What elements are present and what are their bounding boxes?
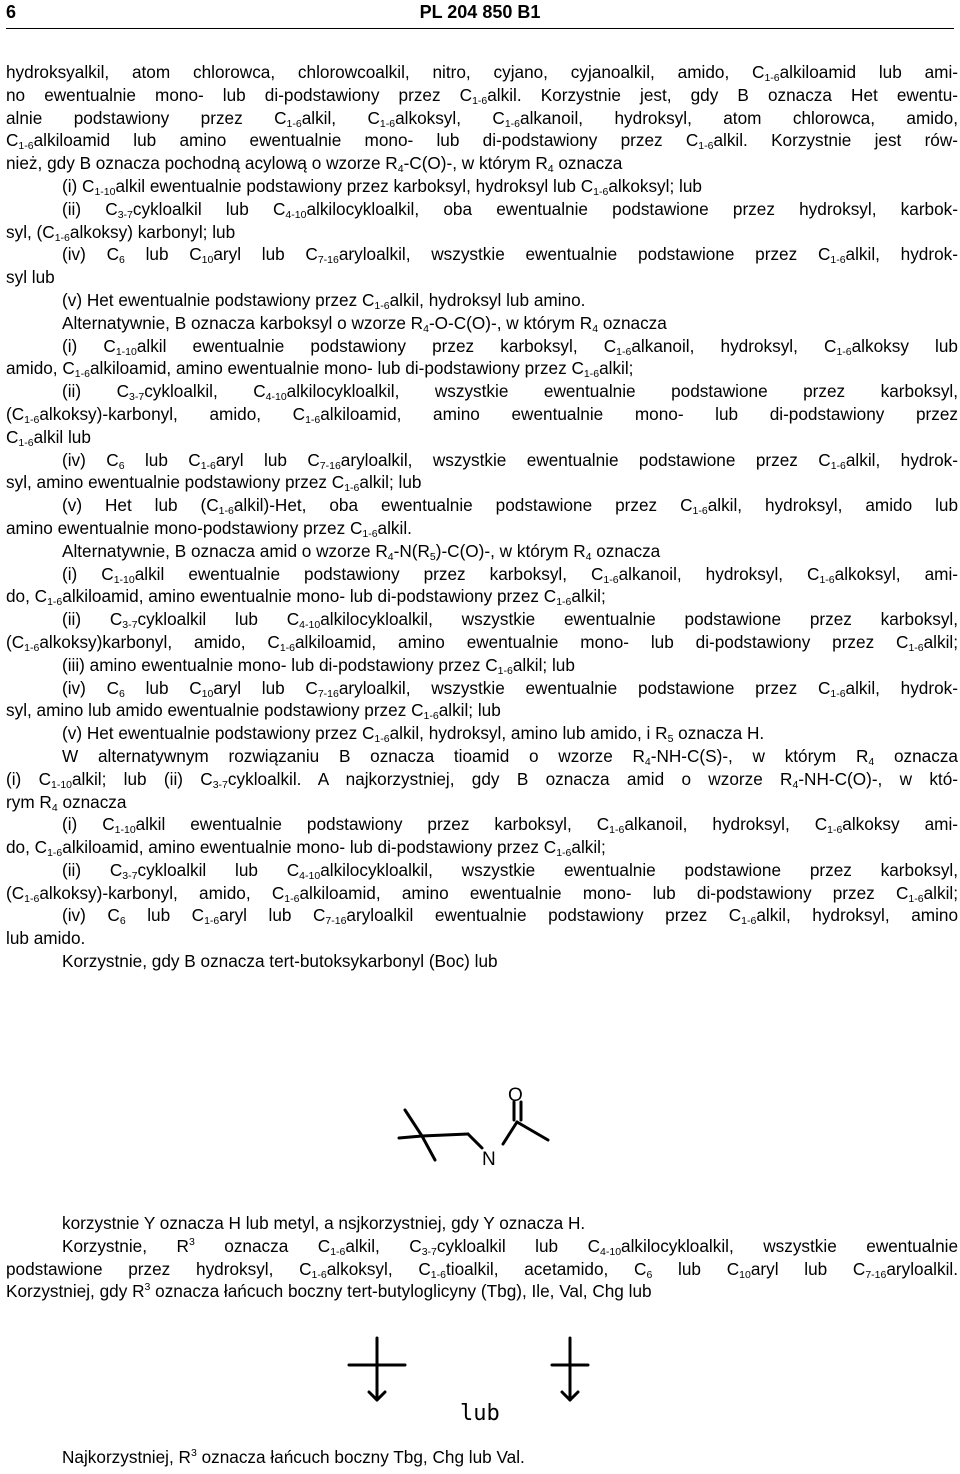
- text-line: (iv) $C_6$ lub $C_{1-6}aryl$ lub $C_{7-16}aryloalkil$, wszystkie ewentualnie podstawione przez $C_{1-6}alkil$, hydrok-: [62, 449, 958, 472]
- text-line: syl, amino ewentualnie podstawiony przez $C_{1-6}alkil$; lub: [6, 472, 422, 495]
- text-line: Najkorzystniej, $R^3$ oznacza łańcuch boczny Tbg, Chg lub Val.: [62, 1447, 525, 1467]
- text-line: (v) Het ewentualnie podstawiony przez $C_{1-6}alkil$, hydroksyl, amino lub amido, i $R_5$ oznacza H.: [62, 723, 765, 746]
- text-line: do, $C_{1-6}alkiloamid$, amino ewentualnie mono- lub di-podstawiony przez $C_{1-6}alkil$;: [6, 837, 606, 860]
- text-line: lub amido.: [6, 928, 86, 949]
- text-line: $(C_{1-6}alkoksy)$-karbonyl, amido, $C_{1-6}alkiloamid$, amino ewentualnie mono- lub di-podstawiony przez $C_{1-6}alkil$;: [6, 882, 958, 905]
- text-line: korzystnie Y oznacza H lub metyl, a nsjkorzystniej, gdy Y oznacza H.: [62, 1213, 586, 1233]
- body-text: [6, 61, 958, 973]
- text-line: W alternatywnym rozwiązaniu B oznacza tioamid o wzorze $R_4-NH-C(S)-$, w którym $R_4$ oznacza: [62, 745, 958, 768]
- text-line: syl, amino lub amido ewentualnie podstawiony przez $C_{1-6}alkil$; lub: [6, 700, 501, 723]
- text-line: podstawione przez hydroksyl, $C_{1-6}alkoksyl$, $C_{1-6}tioalkil$, acetamido, $C_6$ lub $C_{10}aryl$ lub $C_{7-16}aryloalkil$.: [6, 1258, 958, 1281]
- text-line: hydroksyalkil, atom chlorowca, chlorowcoalkil, nitro, cyjano, cyjanoalkil, amido, $C_{1-6}alkiloamid$ lub ami-: [6, 62, 959, 84]
- text-line: do, $C_{1-6}alkiloamid$, amino ewentualnie mono- lub di-podstawiony przez $C_{1-6}alkil$;: [6, 586, 606, 609]
- text-line: (v) Het ewentualnie podstawiony przez $C_{1-6}alkil$, hydroksyl lub amino.: [62, 289, 586, 312]
- text-line: $C_{1-6}alkiloamid$ lub amino ewentualnie mono- lub di-podstawiony przez $C_{1-6}alkil$. Korzystnie jest rów-: [6, 130, 958, 153]
- side-chain-connector: lub: [460, 1401, 500, 1426]
- text-line: (i) $C_{1-10}alkil$; lub (ii) $C_{3-7}cykloalkil$. A najkorzystniej, gdy B oznacza amid o wzorze $R_4-NH-C(O)-$, w któ-: [6, 768, 958, 791]
- text-line: (ii) $C_{3-7}cykloalkil$ lub $C_{4-10}alkilocykloalkil$, oba ewentualnie podstawione przez hydroksyl, karbok-: [62, 198, 958, 221]
- text-line: (i) $C_{1-10}alkil$ ewentualnie podstawiony przez karboksyl, hydroksyl lub $C_{1-6}alkoksyl$; lub: [62, 175, 702, 198]
- final-line: [6, 1446, 958, 1469]
- boc-structure-diagram: [390, 1086, 600, 1172]
- text-line: Korzystnie, gdy B oznacza tert-butoksykarbonyl (Boc) lub: [62, 951, 498, 972]
- text-line: amido, $C_{1-6}alkiloamid$, amino ewentualnie mono- lub di-podstawiony przez $C_{1-6}alkil$;: [6, 358, 634, 381]
- text-line: Alternatywnie, B oznacza amid o wzorze $R_4-N(R_5)-C(O)-$, w którym $R_4$ oznacza: [62, 540, 661, 563]
- side-chain-structures: [330, 1330, 630, 1430]
- text-line: Alternatywnie, B oznacza karboksyl o wzorze $R_4-O-C(O)-$, w którym $R_4$ oznacza: [62, 312, 667, 335]
- oxygen-atom-label: O: [508, 1086, 523, 1106]
- text-line: (iv) $C_6$ lub $C_{10}aryl$ lub $C_{7-16}aryloalkil$, wszystkie ewentualnie podstawione przez $C_{1-6}alkil$, hydrok-: [62, 244, 958, 267]
- text-line: (i) $C_{1-10}alkil$ ewentualnie podstawiony przez karboksyl, $C_{1-6}alkanoil$, hydroksyl, $C_{1-6}alkoksyl$, ami-: [62, 563, 958, 586]
- page-number: 6: [6, 2, 17, 22]
- text-line: (iv) $C_6$ lub $C_{1-6}aryl$ lub $C_{7-16}aryloalkil$ ewentualnie podstawiony przez $C_{1-6}alkil$, hydroksyl, amino: [62, 905, 959, 928]
- text-line: (ii) $C_{3-7}cykloalkil$ lub $C_{4-10}alkilocykloalkil$, wszystkie ewentualnie podstawione przez karboksyl,: [62, 859, 959, 882]
- text-line: no ewentualnie mono- lub di-podstawiony przez $C_{1-6}alkil$. Korzystnie jest, gdy B oznacza Het ewentu-: [6, 84, 959, 107]
- text-line: nież, gdy B oznacza pochodną acylową o wzorze $R_4-C(O)-$, w którym $R_4$ oznacza: [6, 153, 623, 176]
- text-line: (v) Het lub $(C_{1-6}alkil)$-Het, oba ewentualnie podstawione przez $C_{1-6}alkil$, hydroksyl, amido lub: [62, 495, 959, 518]
- text-line: (i) $C_{1-10}alkil$ ewentualnie podstawiony przez karboksyl, $C_{1-6}alkanoil$, hydroksyl, $C_{1-6}alkoksy$ ami-: [62, 814, 958, 837]
- text-line: rym $R_4$ oznacza: [6, 791, 127, 814]
- text-line: $C_{1-6}alkil$ lub: [6, 426, 91, 449]
- text-line: syl lub: [6, 267, 55, 288]
- text-line: (i) $C_{1-10}alkil$ ewentualnie podstawiony przez karboksyl, $C_{1-6}alkanoil$, hydroksyl, $C_{1-6}alkoksy$ lub: [62, 335, 958, 358]
- text-line: Korzystnie, $R^3$ oznacza $C_{1-6}alkil$, $C_{3-7}cykloalkil$ lub $C_{4-10}alkilocykloalkil$, wszystkie ewentualnie: [62, 1235, 959, 1258]
- text-line: alnie podstawiony przez $C_{1-6}alkil$, $C_{1-6}alkoksyl$, $C_{1-6}alkanoil$, hydroksyl, atom chlorowca, amido,: [6, 107, 959, 130]
- text-line: (ii) $C_{3-7}cykloalkil$ lub $C_{4-10}alkilocykloalkil$, wszystkie ewentualnie podstawione przez karboksyl,: [62, 609, 959, 632]
- text-line: syl, $(C_{1-6}alkoksy)$ karbonyl; lub: [6, 221, 236, 244]
- body-text-after-boc: [6, 1212, 958, 1303]
- page-header: [6, 2, 954, 28]
- text-line: (ii) $C_{3-7}cykloalkil$, $C_{4-10}alkilocykloalkil$, wszystkie ewentualnie podstawione przez karboksyl,: [62, 381, 959, 404]
- text-line: amino ewentualnie mono-podstawiony przez $C_{1-6}alkil$.: [6, 517, 412, 540]
- header-rule: [6, 28, 954, 29]
- text-line: (iv) $C_6$ lub $C_{10}aryl$ lub $C_{7-16}aryloalkil$, wszystkie ewentualnie podstawione przez $C_{1-6}alkil$, hydrok-: [62, 677, 958, 700]
- text-line: $(C_{1-6}alkoksy)$-karbonyl, amido, $C_{1-6}alkiloamid$, amino ewentualnie mono- lub di-podstawiony przez: [6, 403, 958, 426]
- text-line: $(C_{1-6}alkoksy)karbonyl$, amido, $C_{1-6}alkiloamid$, amino ewentualnie mono- lub di-podstawiony przez $C_{1-6}alkil$;: [6, 631, 959, 654]
- text-line: (iii) amino ewentualnie mono- lub di-podstawiony przez $C_{1-6}alkil$; lub: [62, 654, 575, 677]
- nitrogen-atom-label: N: [482, 1149, 496, 1170]
- patent-number: PL 204 850 B1: [419, 2, 541, 22]
- text-line: Korzystniej, gdy $R^3$ oznacza łańcuch boczny tert-butyloglicyny (Tbg), Ile, Val, Chg lub: [6, 1281, 652, 1302]
